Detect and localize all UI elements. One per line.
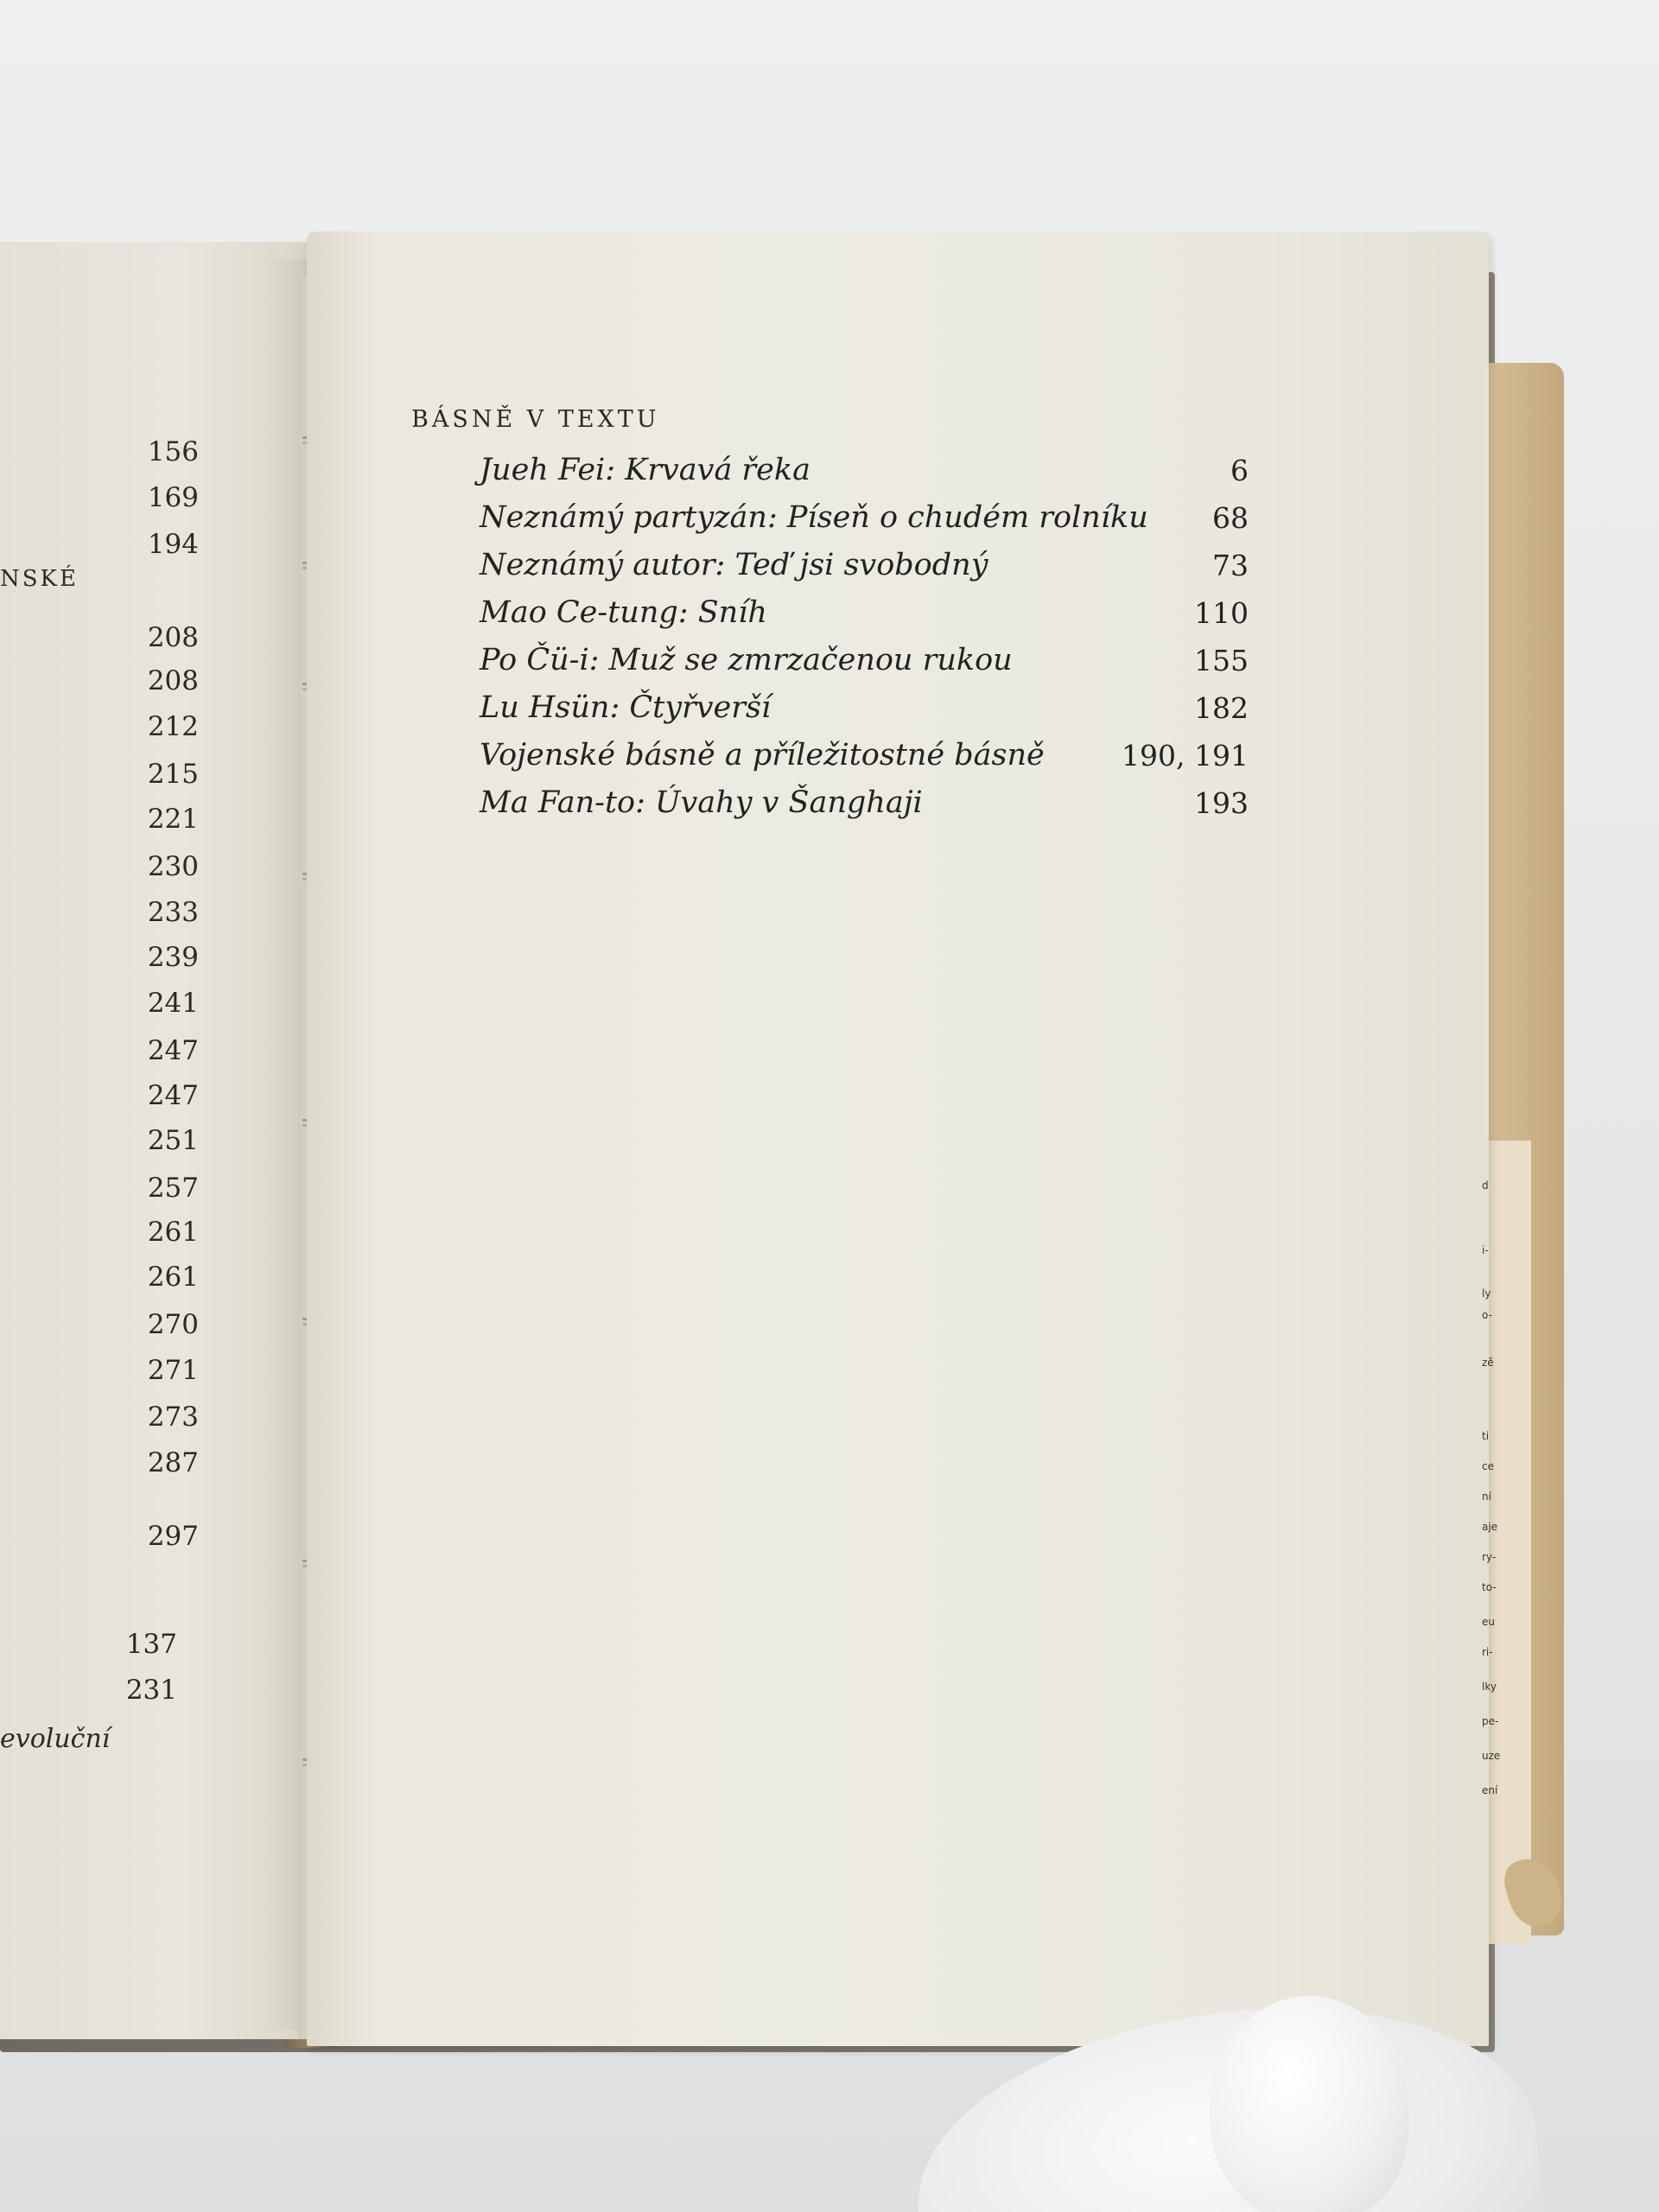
toc-entry-page: 190, 191 <box>1122 739 1249 772</box>
left-page-number: 208 <box>147 665 199 696</box>
left-page-number: 247 <box>147 1080 199 1111</box>
dust-jacket-fragment: ení <box>1482 1784 1498 1796</box>
left-page-number: 287 <box>147 1447 199 1478</box>
toc-entry <box>480 495 1249 535</box>
toc-entry <box>480 590 1249 630</box>
toc-entry <box>480 543 1249 582</box>
dust-jacket-fragment: o- <box>1482 1309 1492 1321</box>
dust-jacket-fragment: eu <box>1482 1616 1495 1628</box>
toc-entry-page: 68 <box>1212 501 1249 535</box>
left-page-number: 271 <box>147 1355 199 1386</box>
toc-entry-title: Mao Ce-tung: Sníh <box>480 595 767 630</box>
dust-jacket-fragment: aje <box>1482 1521 1498 1533</box>
dust-jacket-fragment: ti <box>1482 1430 1490 1442</box>
left-page-number: 233 <box>147 897 199 928</box>
dust-jacket-fragment: ní <box>1482 1491 1491 1503</box>
left-page-number: 208 <box>147 622 199 653</box>
toc-entry-page: 182 <box>1194 691 1249 725</box>
left-page-number: 215 <box>147 759 199 790</box>
left-page-number: 261 <box>147 1217 199 1248</box>
left-page-number: 230 <box>147 851 199 882</box>
dust-jacket-fragment: ce <box>1482 1460 1494 1472</box>
toc-entry-title: Ma Fan-to: Úvahy v Šanghaji <box>480 785 923 820</box>
left-page-fragment-word: NSKÉ <box>0 566 79 592</box>
left-page-number: 221 <box>147 804 199 835</box>
left-page-number: 194 <box>147 529 199 560</box>
left-page-number: 270 <box>147 1309 199 1340</box>
toc-entry-title: Po Čü-i: Muž se zmrzačenou rukou <box>480 643 1013 677</box>
toc-heading: BÁSNĚ V TEXTU <box>411 406 660 433</box>
toc-entry <box>480 733 1249 772</box>
toc-entry-title: Lu Hsün: Čtyřverší <box>480 690 772 725</box>
left-page-number: 261 <box>147 1262 199 1293</box>
left-page-number: 239 <box>147 942 199 973</box>
dust-jacket-fragment: to- <box>1482 1581 1497 1593</box>
toc-entry-page: 155 <box>1194 644 1249 677</box>
dust-jacket-fragment: ry- <box>1482 1551 1497 1563</box>
left-page-number: 169 <box>147 482 199 513</box>
dust-jacket-fragment: ly <box>1482 1287 1491 1300</box>
dust-jacket-fragment: d <box>1482 1179 1489 1192</box>
dust-jacket-fragment: pe- <box>1482 1715 1499 1727</box>
toc-entry <box>480 638 1249 677</box>
dust-jacket-fragment: uze <box>1482 1750 1501 1762</box>
toc-entry-page: 6 <box>1230 454 1249 487</box>
toc-entry-title: Neznámý partyzán: Píseň o chudém rolníku <box>480 500 1148 535</box>
toc-entry-title: Vojenské básně a příležitostné básně <box>480 738 1045 772</box>
toc-entry-page: 193 <box>1194 786 1249 820</box>
left-page-number: 251 <box>147 1125 199 1156</box>
toc-entry <box>480 685 1249 725</box>
dust-jacket-fragment: ri- <box>1482 1646 1493 1658</box>
dust-jacket-fragment: lky <box>1482 1681 1497 1693</box>
left-page-number: 156 <box>147 436 199 467</box>
toc-entry-title: Jueh Fei: Krvavá řeka <box>480 453 810 487</box>
toc-entry-title: Neznámý autor: Teď jsi svobodný <box>480 548 988 582</box>
toc-entry <box>480 448 1249 487</box>
left-page-number: 247 <box>147 1035 199 1066</box>
toc-entry-page: 110 <box>1194 596 1249 630</box>
toc-entry-page: 73 <box>1212 549 1249 582</box>
left-page-number: 273 <box>147 1402 199 1433</box>
dust-jacket-fragment: zě <box>1482 1357 1494 1369</box>
left-page-fragment-italic: evoluční <box>0 1724 111 1754</box>
glove-thumb <box>1210 1996 1408 2212</box>
left-page-number: 212 <box>147 711 199 742</box>
toc-entry <box>480 780 1249 820</box>
left-page-number: 241 <box>147 988 199 1019</box>
left-page-number: 297 <box>147 1521 199 1552</box>
left-page-number: 257 <box>147 1173 199 1204</box>
left-page-number: 231 <box>125 1675 177 1706</box>
left-page-number: 137 <box>125 1629 177 1660</box>
dust-jacket-fragment: i- <box>1482 1244 1489 1256</box>
